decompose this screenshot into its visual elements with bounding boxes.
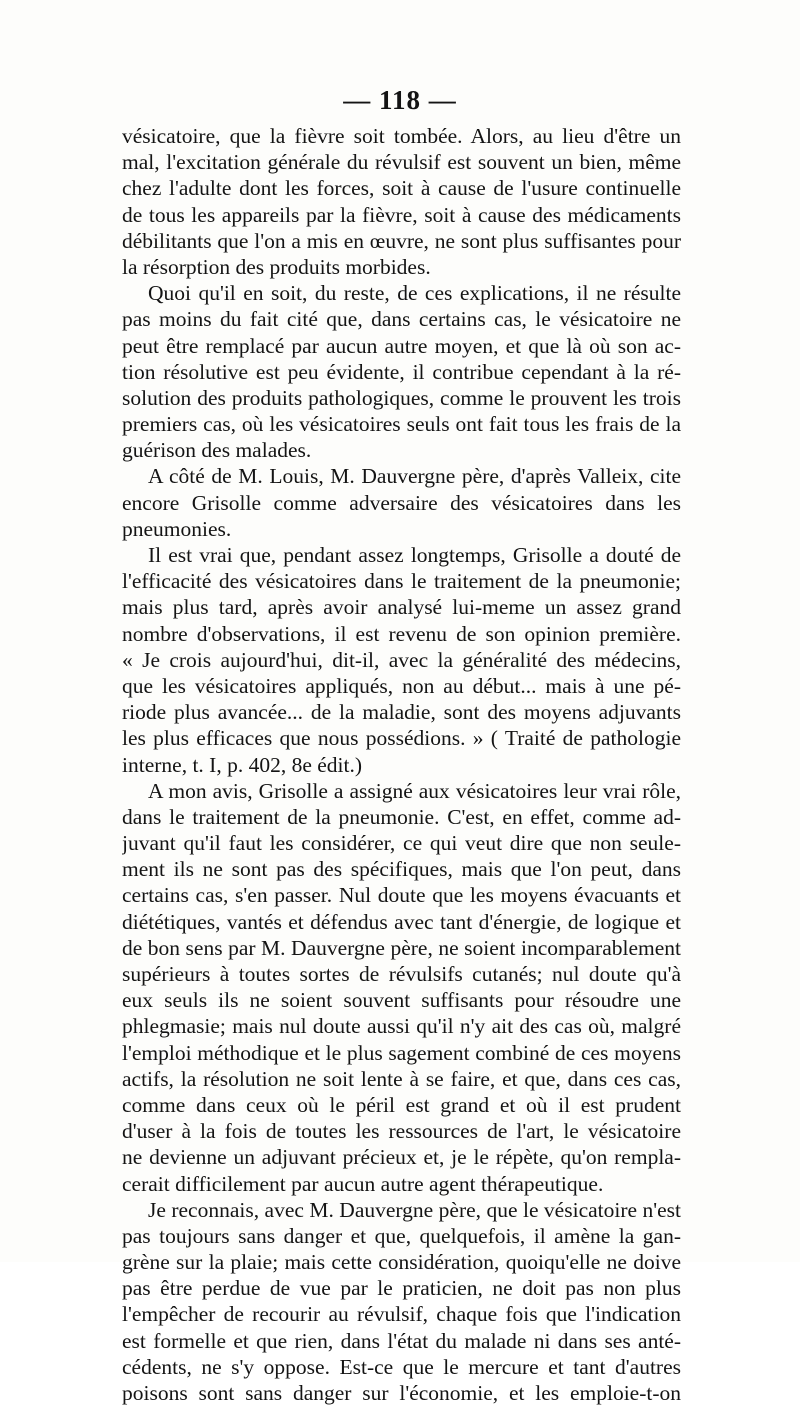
text-line: diététiques, vantés et défendus avec tant d'énergie, de logique et bbox=[122, 909, 681, 934]
text-line: supérieurs à toutes sortes de révulsifs cutanés; nul doute qu'à bbox=[122, 962, 681, 986]
text-line: pas moins du fait cité que, dans certains cas, le vésicatoire ne bbox=[122, 307, 681, 332]
text-line: ne devienne un adjuvant précieux et, je le répète, qu'on rempla- bbox=[122, 1145, 681, 1170]
text-line: de bon sens par M. Dauvergne père, ne soient incomparablement bbox=[122, 935, 681, 960]
text-line: interne, t. I, p. 402, 8e édit.) bbox=[122, 752, 363, 777]
text-line: certains cas, s'en passer. Nul doute que les moyens évacuants et bbox=[122, 883, 681, 908]
text-line: l'efficacité des vésicatoires dans le traitement de la pneumonie; bbox=[122, 569, 681, 594]
text-line: les plus efficaces que nous possédions. » ( Traité de pathologie bbox=[122, 726, 681, 751]
text-line: riode plus avancée... de la maladie, sont des moyens adjuvants bbox=[122, 700, 681, 725]
text-line: grène sur la plaie; mais cette considération, quoiqu'elle ne doive bbox=[122, 1250, 681, 1275]
body-text bbox=[122, 123, 681, 1406]
text-line: l'empêcher de recourir au révulsif, chaque fois que l'indication bbox=[122, 1302, 681, 1327]
text-line: que les vésicatoires appliqués, non au début... mais à une pé- bbox=[122, 673, 681, 698]
text-line: pneumonies. bbox=[122, 516, 232, 541]
text-line: débilitants que l'on a mis en œuvre, ne sont plus suffisantes pour bbox=[122, 228, 681, 253]
text-line: dans le traitement de la pneumonie. C'est, en effet, comme ad- bbox=[122, 804, 681, 829]
text-line: Quoi qu'il en soit, du reste, de ces explications, il ne résulte bbox=[148, 281, 681, 306]
text-line: phlegmasie; mais nul doute aussi qu'il n'y ait des cas où, malgré bbox=[122, 1014, 681, 1039]
text-line: cédents, ne s'y oppose. Est-ce que le mercure et tant d'autres bbox=[122, 1354, 681, 1379]
text-line: A côté de M. Louis, M. Dauvergne père, d'après Valleix, cite bbox=[148, 464, 681, 489]
text-line: actifs, la résolution ne soit lente à se faire, et que, dans ces cas, bbox=[122, 1066, 681, 1091]
text-line: vésicatoire, que la fièvre soit tombée. Alors, au lieu d'être un bbox=[122, 124, 681, 148]
text-line: premiers cas, où les vésicatoires seuls ont fait tous les frais de la bbox=[122, 412, 681, 437]
text-line: mal, l'excitation générale du révulsif est souvent un bien, même bbox=[122, 150, 681, 175]
text-line: Il est vrai que, pendant assez longtemps, Grisolle a douté de bbox=[148, 543, 681, 567]
text-line: poisons sont sans danger sur l'économie, et les emploie-t-on bbox=[122, 1381, 681, 1405]
text-line: pas être perdue de vue par le praticien, ne doit pas non plus bbox=[122, 1276, 681, 1301]
text-line: solution des produits pathologiques, comme le prouvent les trois bbox=[122, 385, 681, 410]
text-line: « Je crois aujourd'hui, dit-il, avec la généralité des médecins, bbox=[122, 647, 681, 672]
text-line: l'emploi méthodique et le plus sagement combiné de ces moyens bbox=[122, 1040, 681, 1065]
text-line: la résorption des produits morbides. bbox=[122, 254, 431, 279]
text-line: cerait difficilement par aucun autre agent thérapeutique. bbox=[122, 1171, 604, 1196]
text-line: A mon avis, Grisolle a assigné aux vésicatoires leur vrai rôle, bbox=[148, 778, 681, 803]
text-line: Je reconnais, avec M. Dauvergne père, que le vésicatoire n'est bbox=[148, 1197, 681, 1222]
text-line: eux seuls ils ne soient souvent suffisants pour résoudre une bbox=[122, 988, 681, 1013]
text-line: peut être remplacé par aucun autre moyen, et que là où son ac- bbox=[122, 333, 681, 358]
text-line: encore Grisolle comme adversaire des vésicatoires dans les bbox=[122, 490, 681, 515]
text-line: nombre d'observations, il est revenu de son opinion première. bbox=[122, 621, 681, 646]
text-line: mais plus tard, après avoir analysé lui-meme un assez grand bbox=[122, 595, 681, 620]
text-line: est formelle et que rien, dans l'état du malade ni dans ses anté- bbox=[122, 1328, 681, 1353]
text-line: pas toujours sans danger et que, quelquefois, il amène la gan- bbox=[122, 1223, 681, 1248]
text-line: de tous les appareils par la fièvre, soit à cause des médicaments bbox=[122, 202, 681, 227]
text-line: guérison des malades. bbox=[122, 438, 312, 463]
text-line: tion résolutive est peu évidente, il contribue cependant à la ré- bbox=[122, 359, 681, 384]
text-line: juvant qu'il faut les considérer, ce qui veut dire que non seule- bbox=[122, 831, 681, 856]
text-line: chez l'adulte dont les forces, soit à cause de l'usure continuelle bbox=[122, 176, 681, 201]
page-number: — 118 — bbox=[343, 85, 457, 115]
text-line: ment ils ne sont pas des spécifiques, mais que l'on peut, dans bbox=[122, 857, 681, 882]
text-line: d'user à la fois de toutes les ressources de l'art, le vésicatoire bbox=[122, 1119, 681, 1144]
text-line: comme dans ceux où le péril est grand et où il est prudent bbox=[122, 1092, 681, 1117]
